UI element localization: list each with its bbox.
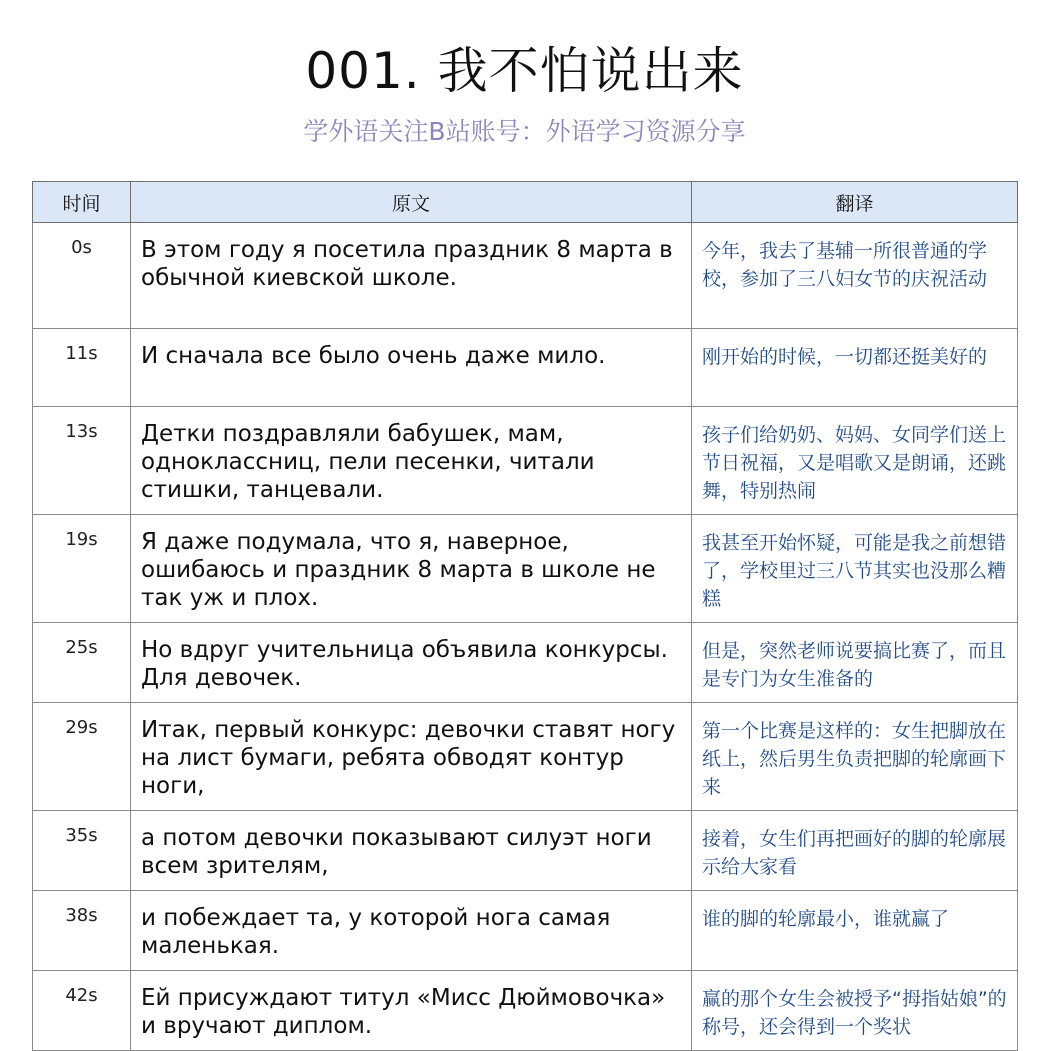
transcript-table <box>32 181 1018 1051</box>
time-cell: 11s <box>33 329 131 407</box>
page-subtitle: 学外语关注B站账号：外语学习资源分享 <box>303 117 746 146</box>
original-cell: а потом девочки показывают силуэт ноги всем зрителям, <box>131 811 692 891</box>
time-cell: 35s <box>33 811 131 891</box>
translation-cell: 我甚至开始怀疑，可能是我之前想错了，学校里过三八节其实也没那么糟糕 <box>692 515 1018 623</box>
column-header-original: 原文 <box>131 182 692 223</box>
time-cell: 38s <box>33 891 131 971</box>
table-row <box>33 971 1018 1051</box>
translation-cell: 孩子们给奶奶、妈妈、女同学们送上节日祝福，又是唱歌又是朗诵，还跳舞，特别热闹 <box>692 407 1018 515</box>
column-header-time: 时间 <box>33 182 131 223</box>
table-row <box>33 891 1018 971</box>
translation-cell: 今年，我去了基辅一所很普通的学校，参加了三八妇女节的庆祝活动 <box>692 223 1018 329</box>
time-cell: 42s <box>33 971 131 1051</box>
original-cell: и побеждает та, у которой нога самая маленькая. <box>131 891 692 971</box>
translation-cell: 第一个比赛是这样的：女生把脚放在纸上，然后男生负责把脚的轮廓画下来 <box>692 703 1018 811</box>
page-title: 001. 我不怕说出来 <box>305 42 744 100</box>
translation-cell: 谁的脚的轮廓最小，谁就赢了 <box>692 891 1018 971</box>
time-cell: 25s <box>33 623 131 703</box>
original-cell: Я даже подумала, что я, наверное, ошибаюсь и праздник 8 марта в школе не так уж и плох. <box>131 515 692 623</box>
table-header-row <box>33 182 1018 223</box>
table-row <box>33 329 1018 407</box>
time-cell: 0s <box>33 223 131 329</box>
translation-cell: 赢的那个女生会被授予“拇指姑娘”的称号，还会得到一个奖状 <box>692 971 1018 1051</box>
table-row <box>33 703 1018 811</box>
translation-cell: 刚开始的时候，一切都还挺美好的 <box>692 329 1018 407</box>
table-row <box>33 223 1018 329</box>
time-cell: 29s <box>33 703 131 811</box>
original-cell: Итак, первый конкурс: девочки ставят ногу на лист бумаги, ребята обводят контур ноги, <box>131 703 692 811</box>
time-cell: 19s <box>33 515 131 623</box>
table-row <box>33 811 1018 891</box>
original-cell: В этом году я посетила праздник 8 марта в обычной киевской школе. <box>131 223 692 329</box>
original-cell: Но вдруг учительница объявила конкурсы. Для девочек. <box>131 623 692 703</box>
translation-cell: 接着，女生们再把画好的脚的轮廓展示给大家看 <box>692 811 1018 891</box>
original-cell: И сначала все было очень даже мило. <box>131 329 692 407</box>
table-row <box>33 623 1018 703</box>
time-cell: 13s <box>33 407 131 515</box>
translation-cell: 但是，突然老师说要搞比赛了，而且是专门为女生准备的 <box>692 623 1018 703</box>
table-row <box>33 407 1018 515</box>
original-cell: Ей присуждают титул «Мисс Дюймовочка» и вручают диплом. <box>131 971 692 1051</box>
table-row <box>33 515 1018 623</box>
column-header-translation: 翻译 <box>692 182 1018 223</box>
original-cell: Детки поздравляли бабушек, мам, одноклассниц, пели песенки, читали стишки, танцевали. <box>131 407 692 515</box>
